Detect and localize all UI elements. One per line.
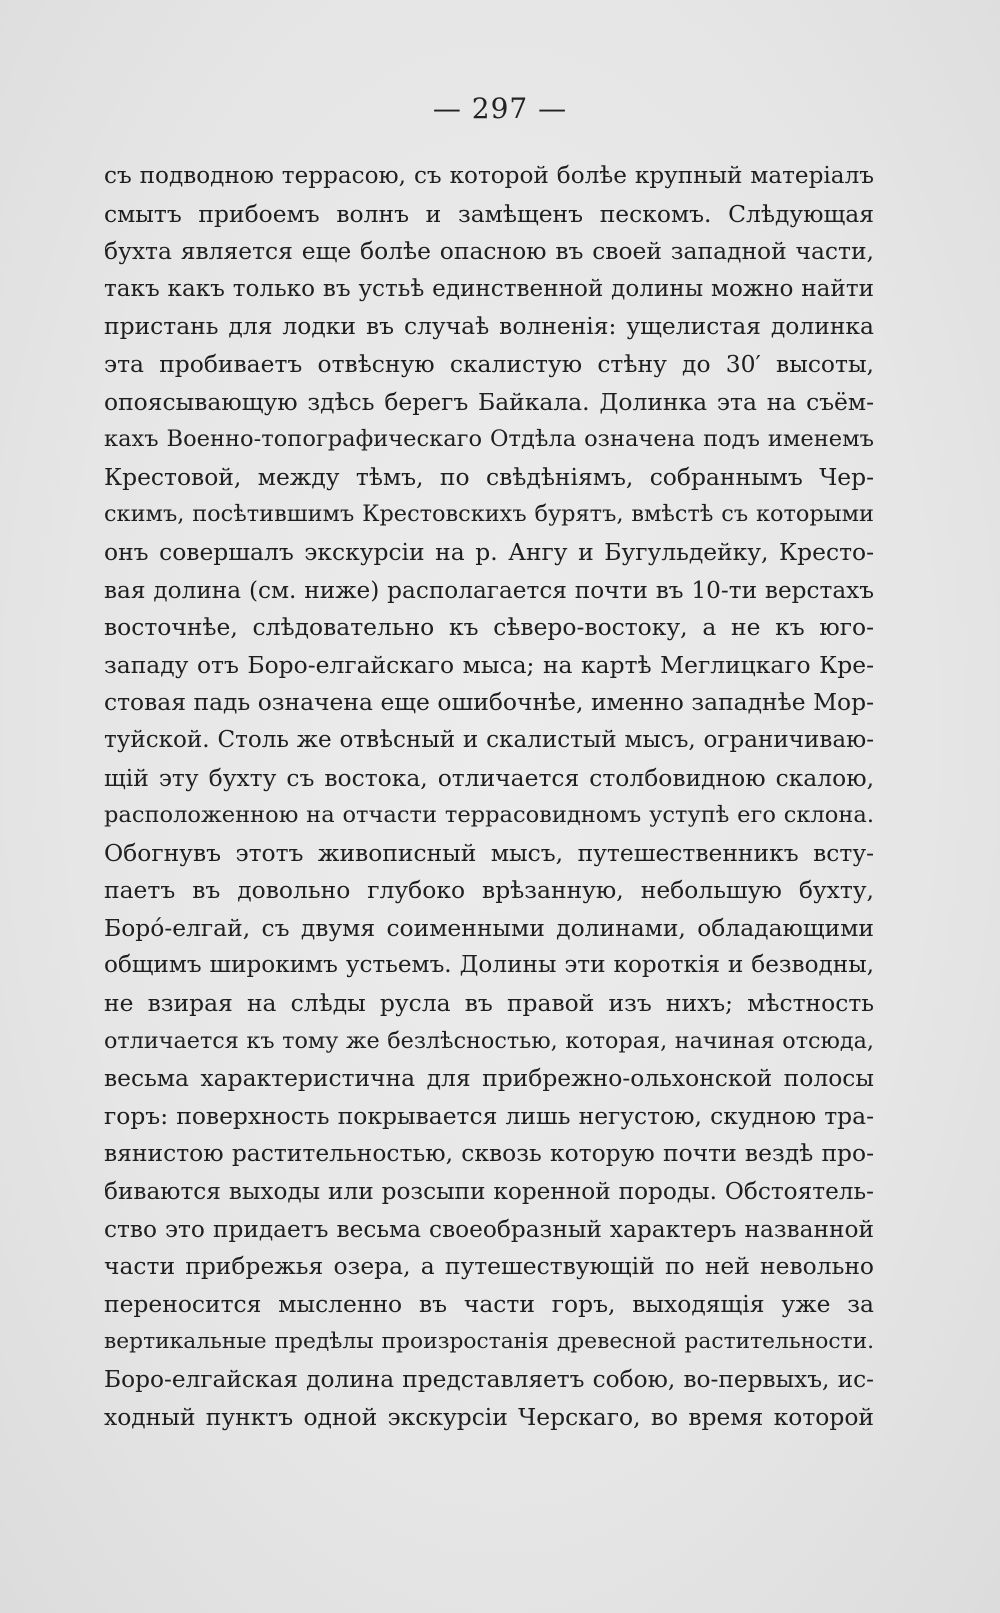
text-line: эта пробиваетъ отвѣсную скалистую стѣну до 30′ высоты, [104, 349, 874, 378]
text-line: переносится мысленно въ части горъ, выходящія уже за [104, 1289, 874, 1318]
text-line: съ подводною террасою, съ которой болѣе крупный матеріалъ [104, 163, 874, 189]
body-text [104, 158, 874, 1436]
text-line: бухта является еще болѣе опасною въ своей западной части, [104, 237, 874, 266]
text-line: пристань для лодки въ случаѣ волненія: ущелистая долинка [104, 312, 874, 341]
text-line: общимъ широкимъ устьемъ. Долины эти короткія и безводны, [104, 952, 874, 979]
text-line: смытъ прибоемъ волнъ и замѣщенъ пескомъ. Слѣдующая [104, 199, 874, 228]
text-line: скимъ, посѣтившимъ Крестовскихъ бурятъ, вмѣстѣ съ которыми [104, 501, 874, 528]
text-line: щій эту бухту съ востока, отличается столбовидною скалою, [104, 763, 874, 792]
text-line: горъ: поверхность покрывается лишь негустою, скудною тра- [104, 1101, 874, 1130]
text-line: отличается къ тому же безлѣсностью, которая, начиная отсюда, [104, 1027, 874, 1054]
text-line: части прибрежья озера, а путешествующій по ней невольно [104, 1252, 874, 1281]
text-line: Боро-елгайская долина представляетъ собою, во-первыхъ, ис- [104, 1366, 874, 1393]
text-line: весьма характеристична для прибрежно-ольхонской полосы [104, 1064, 874, 1093]
text-line: туйской. Столь же отвѣсный и скалистый мысъ, ограничиваю- [104, 726, 874, 753]
text-line: ходный пунктъ одной экскурсіи Черскаго, во время которой [104, 1402, 874, 1431]
text-line: западу отъ Боро-елгайскаго мыса; на картѣ Меглицкаго Кре- [104, 650, 874, 679]
text-line: ство это придаетъ весьма своеобразный характеръ названной [104, 1215, 874, 1243]
text-line: вая долина (см. ниже) располагается почти въ 10-ти верстахъ [104, 576, 874, 604]
text-line: не взирая на слѣды русла въ правой изъ нихъ; мѣстность [104, 989, 874, 1018]
text-line: онъ совершалъ экскурсіи на р. Ангу и Бугульдейку, Кресто- [104, 537, 874, 566]
text-line: расположенною на отчасти террасовидномъ уступѣ его склона. [104, 802, 874, 829]
text-line: восточнѣе, слѣдовательно къ сѣверо-востоку, а не къ юго- [104, 613, 874, 642]
text-line: такъ какъ только въ устьѣ единственной долины можно найти [104, 275, 874, 302]
text-line: Обогнувъ этотъ живописный мысъ, путешественникъ всту- [104, 838, 874, 867]
text-line: вянистою растительностью, сквозь которую почти вездѣ про- [104, 1139, 874, 1168]
text-line: биваются выходы или розсыпи коренной породы. Обстоятель- [104, 1178, 874, 1206]
text-line: стовая падь означена еще ошибочнѣе, именно западнѣе Мор- [104, 688, 874, 717]
text-line: кахъ Военно-топографическаго Отдѣла означена подъ именемъ [104, 426, 874, 453]
text-line: Боро́-елгай, съ двумя соименными долинами, обладающими [104, 913, 874, 942]
text-line: опоясывающую здѣсь берегъ Байкала. Долинка эта на съём- [104, 387, 874, 416]
text-line: Крестовой, между тѣмъ, по свѣдѣніямъ, собраннымъ Чер- [104, 462, 874, 491]
page-number: — 297 — [432, 92, 568, 125]
text-line: вертикальные предѣлы произростанія древесной растительности. [104, 1329, 874, 1355]
text-line: паетъ въ довольно глубоко врѣзанную, небольшую бухту, [104, 876, 874, 905]
